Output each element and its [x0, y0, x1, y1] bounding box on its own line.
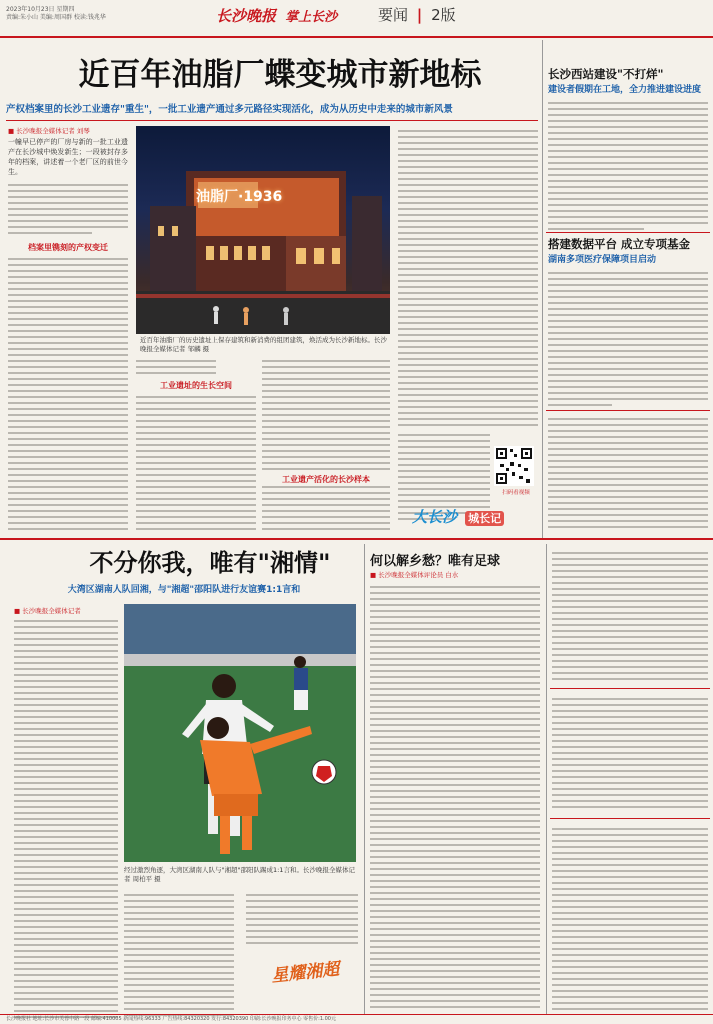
sport-byline-text: 长沙晚报全媒体记者 [22, 607, 81, 615]
masthead-meta [6, 6, 166, 22]
city-growth-banner [412, 506, 540, 528]
sport-byline-square-icon: ■ [14, 607, 21, 615]
page-number: 2版 [431, 6, 456, 24]
lead-col1-text [8, 180, 128, 238]
comment-column-rule [364, 544, 365, 1014]
comment-byline-square-icon: ■ [370, 571, 377, 579]
right-lower-divider [550, 688, 710, 689]
sport-subtitle: 大湾区湖南人队回湘，与"湘超"邵阳队进行友谊赛1:1言和 [67, 585, 301, 595]
lead-photo [136, 126, 390, 334]
sport-byline [14, 606, 134, 615]
lead-byline [8, 126, 128, 135]
byline-text: 长沙晚报全媒体记者 刘琴 [16, 127, 90, 135]
lead-col2-text [136, 356, 216, 378]
right-top-title: 长沙西站建设"不打烊" [548, 67, 664, 81]
sport-col3-text [246, 890, 358, 950]
lead-col1-text-2 [8, 254, 128, 530]
photo-sign-text: 油脂厂·1936 [196, 189, 283, 205]
right-lower-text-1 [552, 548, 708, 684]
editor-line: 责编:朱小山 美编:周国群 校读:钱兆华 [6, 14, 106, 21]
lead-intro: 一幢早已停产的厂房与新的一批工业遗产在长沙城中焕发新生；一段被封存多年的档案，讲述着一个老厂区的前世今生。 [8, 138, 128, 176]
qr-label: 扫码看视频 [502, 490, 530, 496]
sport-section-border [0, 538, 713, 540]
sport-photo [124, 604, 356, 862]
right-mid-rule [546, 232, 710, 233]
right-top-subtitle: 建设者假期在工地，全力推进建设进度 [548, 85, 702, 95]
right-mid-title: 搭建数据平台 成立专项基金 [548, 237, 691, 251]
right-lower-text-2 [552, 694, 708, 814]
right-bottom-rule [546, 410, 710, 411]
lead-col3-text [262, 356, 390, 531]
date-line: 2023年10月23日 星期四 [6, 6, 75, 13]
right-top-text [548, 98, 708, 230]
comment-byline [370, 570, 540, 579]
lead-subhead-1: 档案里镌刻的产权变迁 [28, 243, 108, 252]
logo-text: 长沙晚报 [216, 7, 277, 25]
right-lower-text-3 [552, 824, 708, 1014]
factory-building-illustration [136, 126, 390, 334]
right-lower-divider-2 [550, 818, 710, 819]
header-rule [0, 36, 713, 38]
lead-col4-text [398, 126, 538, 426]
lead-photo-caption: 近百年油脂厂的历史遗址上保存建筑和新消费的组团建筑，焕活成为长沙新地标。长沙晚报全媒体记者 邹麟 摄 [140, 336, 387, 353]
byline-square-icon: ■ [8, 127, 15, 135]
lead-subhead-3: 工业遗产活化的长沙样本 [262, 474, 390, 485]
right-bottom-text [548, 414, 708, 534]
lead-subtitle: 产权档案里的长沙工业遗存"重生"，一批工业遗产通过多元路径实现活化，成为从历史中走来的城市新风景 [6, 104, 453, 115]
right-column-rule [542, 40, 543, 538]
qr-pattern [494, 446, 534, 486]
football-match-illustration [124, 604, 356, 862]
section-name: 要闻 [378, 6, 409, 24]
sport-title: 不分你我，唯有"湘情" [89, 549, 331, 577]
slogan-text: 掌上长沙 [285, 10, 338, 25]
banner-sub: 城长记 [465, 511, 504, 526]
comment-byline-text: 长沙晚报全媒体评论员 白水 [378, 571, 459, 579]
lead-subhead-2: 工业遗址的生长空间 [160, 381, 232, 390]
newspaper-logo [216, 5, 337, 26]
banner-brand: 大长沙 [412, 508, 458, 526]
comment-text [370, 582, 540, 1018]
right-mid-text [548, 268, 708, 408]
footer-text: 长沙晚报社 地址:长沙市芙蓉中路一段 邮编:410005 新闻热线:96333 广告热线:84320320 发行:84320390 印刷:长沙晚报印务中心 零售价:1.00元 [6, 1016, 336, 1022]
lead-col2-text-2 [136, 392, 256, 530]
right-mid-subtitle: 湖南多项医疗保障项目启动 [548, 255, 657, 265]
lead-title: 近百年油脂厂蝶变城市新地标 [78, 57, 482, 93]
right-lower-rule [546, 544, 547, 1014]
lead-title-rule [6, 120, 538, 121]
comment-title: 何以解乡愁？唯有足球 [370, 554, 501, 569]
video-qr-code[interactable] [494, 446, 534, 486]
sport-col2-text [124, 890, 234, 1022]
sport-col1-text [14, 616, 118, 1022]
section-label: 要闻 | 2版 [378, 6, 456, 24]
sport-photo-caption: 经过激烈角逐，大湾区湖南人队与"湘超"邵阳队踢成1:1言和。长沙晚报全媒体记者 周柏平 摄 [124, 866, 355, 883]
xingyao-stamp: 星耀湘超 [270, 959, 341, 987]
